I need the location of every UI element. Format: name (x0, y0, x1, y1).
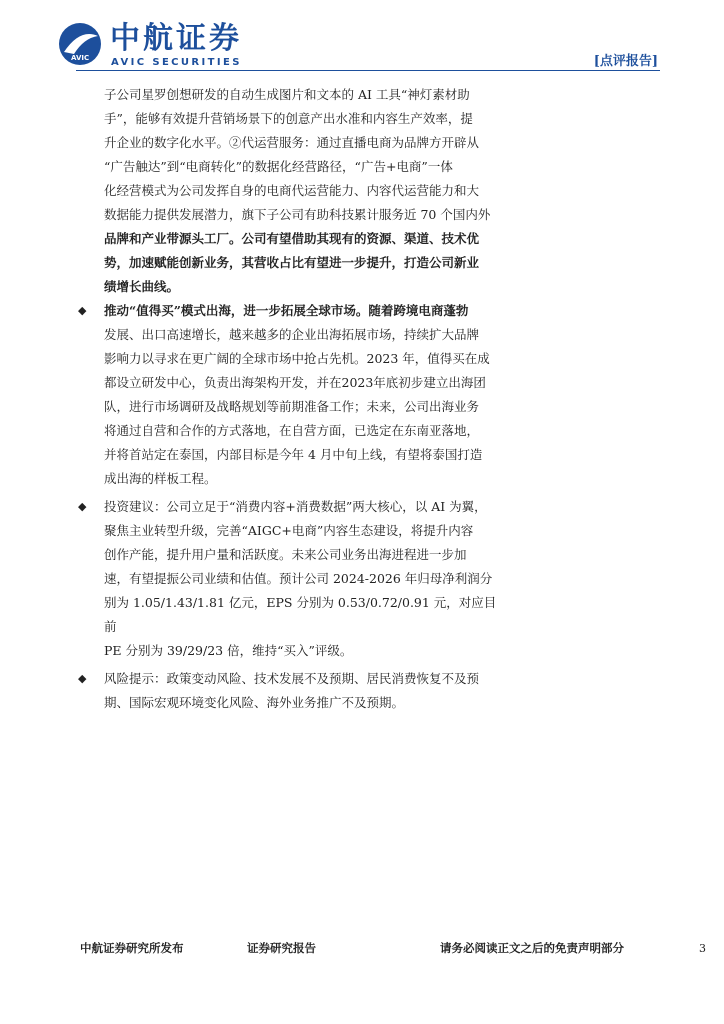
bullet-line: 将通过自营和合作的方式落地，在自营方面，已选定在东南亚落地， (104, 423, 480, 438)
bullet-overseas-expansion (78, 299, 498, 491)
footer-disclaimer-note: 请务必阅读正文之后的免责声明部分 (440, 941, 624, 955)
intro-line: 绩增长曲线。 (104, 279, 180, 294)
footer-report-type: 证券研究报告 (247, 941, 316, 955)
report-type-label: [点评报告] (593, 54, 658, 69)
intro-line: 化经营模式为公司发挥自身的电商代运营能力、内容代运营能力和大 (104, 183, 480, 198)
bullet-line: 都设立研发中心，负责出海架构开发，并在2023年底初步建立出海团 (104, 375, 486, 390)
intro-line: 品牌和产业带源头工厂。公司有望借助其现有的资源、渠道、技术优 (104, 231, 480, 246)
intro-line: 势，加速赋能创新业务，其营收占比有望进一步提升，打造公司新业 (104, 255, 480, 270)
bullet-line: 推动“值得买”模式出海，进一步拓展全球市场。随着跨境电商蓬勃 (104, 303, 469, 318)
intro-line: 数据能力提供发展潜力，旗下子公司有助科技累计服务近 70 个国内外 (104, 207, 491, 222)
logo-badge-text: AVIC (71, 54, 90, 62)
bullet-risk-warning (78, 667, 498, 715)
footer-publisher: 中航证券研究所发布 (80, 941, 184, 955)
report-body (78, 83, 498, 719)
logo-english-name: AVIC SECURITIES (111, 57, 242, 68)
bullet-line: 期、国际宏观环境变化风险、海外业务推广不及预期。 (104, 695, 405, 710)
header-divider (76, 70, 660, 71)
bullet-line: 别为 1.05/1.43/1.81 亿元，EPS 分别为 0.53/0.72/0.91 元，对应目前 (104, 595, 497, 634)
logo-chinese-name: 中航证券 (110, 21, 242, 56)
diamond-bullet-icon: ◆ (78, 304, 87, 317)
bullet-line: 创作产能，提升用户量和活跃度。未来公司业务出海进程进一步加 (104, 547, 467, 562)
intro-line: 子公司星罗创想研发的自动生成图片和文本的 AI 工具“神灯素材助 (104, 87, 470, 102)
intro-line: 升企业的数字化水平。②代运营服务：通过直播电商为品牌方开辟从 (104, 135, 480, 150)
bullet-line: 并将首站定在泰国，内部目标是今年 4 月中旬上线，有望将泰国打造 (104, 447, 483, 462)
bullet-line: 成出海的样板工程。 (104, 471, 217, 486)
bullet-line: 影响力以寻求在更广阔的全球市场中抢占先机。2023 年，值得买在成 (104, 351, 490, 366)
intro-line: 手”，能够有效提升营销场景下的创意产出水准和内容生产效率，提 (104, 111, 473, 126)
intro-line: “广告触达”到“电商转化”的数据化经营路径，“广告+电商”一体 (104, 159, 453, 174)
avic-logo-icon (58, 22, 102, 66)
diamond-bullet-icon: ◆ (78, 672, 87, 685)
diamond-bullet-icon: ◆ (78, 500, 87, 513)
bullet-investment-advice (78, 495, 498, 663)
bullet-line: PE 分别为 39/29/23 倍，维持“买入”评级。 (104, 643, 353, 658)
bullet-line: 速，有望提振公司业绩和估值。预计公司 2024-2026 年归母净利润分 (104, 571, 493, 586)
bullet-line: 投资建议：公司立足于“消费内容+消费数据”两大核心，以 AI 为翼， (104, 499, 487, 514)
bullet-line: 风险提示：政策变动风险、技术发展不及预期、居民消费恢复不及预 (104, 671, 480, 686)
bullet-line: 队，进行市场调研及战略规划等前期准备工作；未来，公司出海业务 (104, 399, 480, 414)
intro-paragraph (78, 83, 498, 299)
page-number: 3 (699, 942, 706, 955)
bullet-line: 发展、出口高速增长，越来越多的企业出海拓展市场，持续扩大品牌 (104, 327, 480, 342)
bullet-line: 聚焦主业转型升级，完善“AIGC+电商”内容生态建设，将提升内容 (104, 523, 474, 538)
